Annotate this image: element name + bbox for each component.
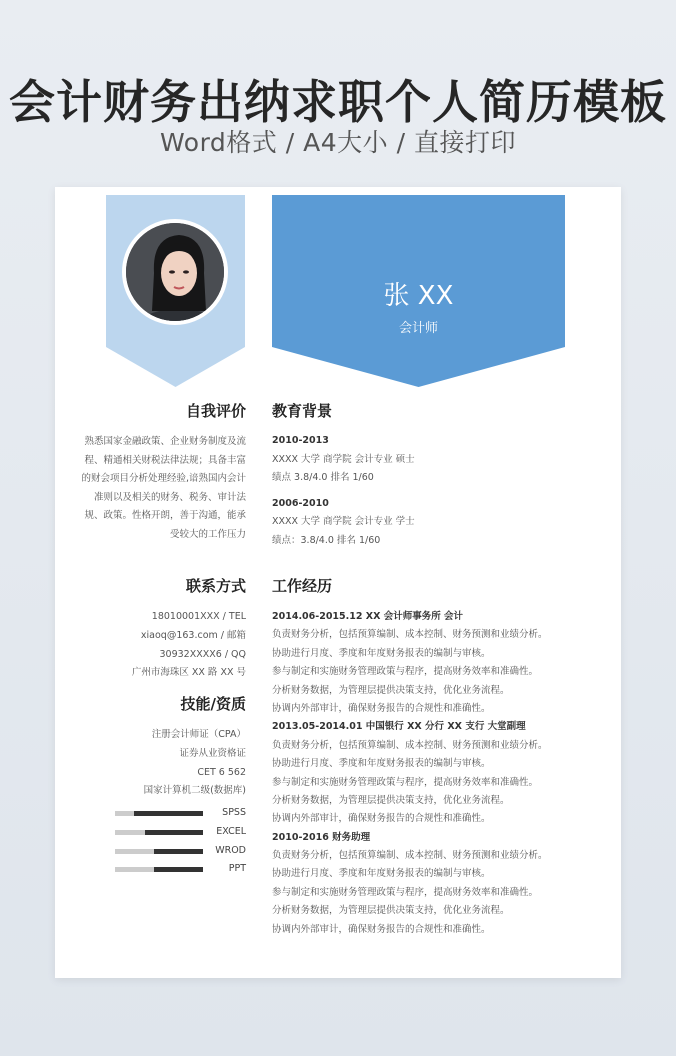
skill-bar-fill [145, 830, 203, 835]
self-eval-title: 自我评价 [185, 402, 246, 420]
education-title: 教育背景 [272, 402, 333, 420]
skill-name: SPSS [222, 807, 246, 818]
work-duty: 参与制定和实施财务管理政策与程序，提高财务效率和准确性。 [272, 886, 539, 898]
cert-list [80, 726, 246, 801]
work-duty: 协调内外部审计，确保财务报告的合规性和准确性。 [272, 813, 491, 825]
work-duty: 协助进行月度、季度和年度财务报表的编制与审核。 [272, 868, 491, 880]
skill-row [115, 806, 246, 825]
contact-title: 联系方式 [185, 577, 246, 595]
work-duty: 协调内外部审计，确保财务报告的合规性和准确性。 [272, 923, 491, 935]
skill-bars [115, 806, 246, 881]
job-title: 会计师 [398, 321, 438, 336]
work-duty: 参与制定和实施财务管理政策与程序，提高财务效率和准确性。 [272, 776, 539, 788]
contact-qq: 30932XXXX6 / QQ [159, 648, 246, 660]
work-duty: 分析财务数据，为管理层提供决策支持，优化业务流程。 [272, 905, 510, 917]
work-duty: 负责财务分析，包括预算编制、成本控制、财务预测和业绩分析。 [272, 629, 548, 641]
skill-bar-fill [154, 867, 203, 872]
skill-bar-fill [134, 811, 203, 816]
edu-period: 2006-2010 [272, 497, 329, 509]
skill-bar-fill [154, 849, 203, 854]
edu-school: XXXX 大学 商学院 会计专业 学士 [272, 516, 415, 527]
work-duty: 负责财务分析，包括预算编制、成本控制、财务预测和业绩分析。 [272, 850, 548, 862]
banner-subtitle: Word格式 / A4大小 / 直接打印 [160, 128, 516, 157]
work-duty: 参与制定和实施财务管理政策与程序，提高财务效率和准确性。 [272, 666, 539, 678]
contact-email: xiaoq@163.com / 邮箱 [140, 629, 246, 641]
skill-bar-track [115, 867, 203, 872]
cert-item: CET 6 562 [197, 766, 246, 778]
skill-row [115, 825, 246, 844]
contact-phone: 18010001XXX / TEL [151, 611, 246, 622]
skill-name: WROD [215, 844, 246, 856]
person-name: 张 XX [383, 281, 454, 311]
skill-bar-track [115, 811, 203, 816]
skill-row [115, 844, 246, 863]
skills-title: 技能/资质 [180, 695, 246, 713]
cert-item: 注册会计师证（CPA） [151, 729, 246, 740]
edu-score: 绩点：3.8/4.0 排名 1/60 [272, 534, 381, 546]
work-header: 2013.05-2014.01 中国银行 XX 分行 XX 支行 大堂副理 [272, 721, 526, 733]
work-list [272, 608, 572, 939]
skill-bar-track [115, 849, 203, 854]
self-eval-text: 熟悉国家金融政策、企业财务制度及流程、精通相关财税法律法规；具备丰富的财会项目分析处理经验,谙熟国内会计准则以及相关的财务、税务、审计法规、政策。性格开朗，善于沟通，能承受较大的工作压力 [81, 436, 246, 540]
contact-address: 广州市海珠区 XX 路 XX 号 [131, 667, 246, 679]
cert-item: 证券从业资格证 [179, 747, 246, 759]
edu-score: 绩点 3.8/4.0 排名 1/60 [272, 472, 374, 483]
skill-row [115, 862, 246, 881]
skill-name: EXCEL [216, 825, 246, 837]
work-header: 2010-2016 财务助理 [272, 831, 371, 843]
skill-name: PPT [228, 863, 246, 875]
work-duty: 协调内外部审计，确保财务报告的合规性和准确性。 [272, 702, 491, 714]
avatar [122, 219, 228, 325]
work-duty: 协助进行月度、季度和年度财务报表的编制与审核。 [272, 647, 491, 659]
skill-bar-track [115, 830, 203, 835]
education-list [272, 432, 572, 550]
work-duty: 分析财务数据，为管理层提供决策支持，优化业务流程。 [272, 684, 510, 696]
work-header: 2014.06-2015.12 XX 会计师事务所 会计 [272, 611, 464, 622]
work-title: 工作经历 [272, 577, 333, 595]
contact-list [80, 608, 246, 683]
banner-title: 会计财务出纳求职个人简历模板 [9, 75, 667, 129]
edu-period: 2010-2013 [272, 435, 329, 446]
resume-page [55, 187, 621, 978]
cert-item: 国家计算机二级(数据库) [143, 785, 246, 797]
work-duty: 分析财务数据，为管理层提供决策支持，优化业务流程。 [272, 794, 510, 806]
work-duty: 协助进行月度、季度和年度财务报表的编制与审核。 [272, 758, 491, 770]
photo-ribbon [106, 195, 245, 391]
edu-school: XXXX 大学 商学院 会计专业 硕士 [272, 453, 415, 465]
work-duty: 负责财务分析，包括预算编制、成本控制、财务预测和业绩分析。 [272, 739, 548, 751]
